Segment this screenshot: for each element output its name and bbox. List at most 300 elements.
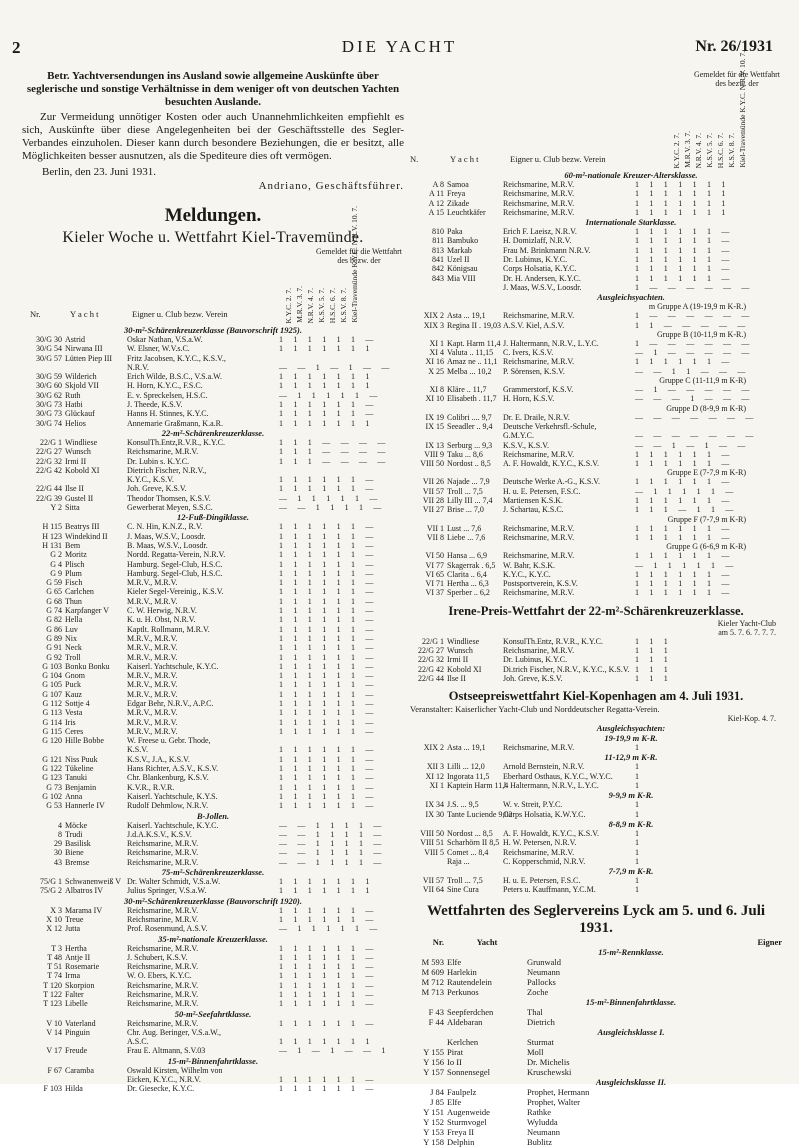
entry-owner: Reichsmarine, M.R.V. <box>503 847 575 857</box>
entry-yacht: Brise ... 7,0 <box>447 505 484 515</box>
entry-yacht: Sturmvogel <box>447 1116 487 1127</box>
entry-yacht: Hertha ... 6,3 <box>447 579 489 589</box>
table-row <box>410 829 782 838</box>
entry-number: A 15 <box>428 207 444 217</box>
entry-yacht: Augenweide <box>447 1106 490 1117</box>
entry-number: XIX 2 <box>423 311 444 321</box>
entry-yacht: Sperber .. 6,2 <box>447 588 490 598</box>
entry-marks: 1 1 1 1 1 1 — <box>635 496 734 506</box>
table-row <box>410 533 782 542</box>
entry-yacht: Kerlchen <box>447 1036 479 1047</box>
entry-owner: Reichsmarine, M.R.V. <box>503 207 575 217</box>
table-row <box>22 1075 404 1084</box>
entry-yacht <box>65 1075 127 1084</box>
entry-owner: Dietrich <box>527 1016 555 1027</box>
entry-yacht: Hatbi <box>65 400 83 410</box>
entry-number: 30/G 62 <box>36 390 62 400</box>
entry-marks: 1 1 1 1 1 1 1 <box>279 372 374 382</box>
entry-yacht: Raja ... <box>447 856 470 866</box>
entry-number: 22/G 42 <box>36 465 62 475</box>
class-heading: 7-7,9 m K-R. <box>608 866 654 877</box>
entry-yacht: Glückauf <box>65 409 95 419</box>
entry-yacht: Freya <box>447 189 466 199</box>
entry-marks: — 1 — — — — — <box>635 385 754 395</box>
entry-number: XI 1 <box>429 338 444 348</box>
entry-owner: Frau E. Altmann, S.V.03 <box>127 1046 206 1056</box>
table-row <box>410 646 782 655</box>
col-nr-right: N. <box>410 154 419 164</box>
entry-owner: Kaptlt. Rollmann, M.R.V. <box>127 624 210 634</box>
entry-owner: Joh. Greve, K.S.V. <box>503 673 563 683</box>
entry-marks: — — — 1 — — — <box>635 394 754 404</box>
entry-yacht: Tanuki <box>65 773 88 783</box>
entry-yacht: Tükeline <box>65 764 94 774</box>
entry-marks: 1 1 1 1 1 1 — <box>279 540 378 550</box>
table-row <box>22 381 404 390</box>
entry-owner: M.R.V., M.R.V. <box>127 689 178 699</box>
entry-marks: 1 1 — — — — — <box>635 320 750 330</box>
entry-marks: 1 — — — — — — <box>635 338 754 348</box>
entry-owner: Oskar Nathan, V.S.a.W. <box>127 335 203 344</box>
class-heading: 30-m²-Schärenkreuzerklasse (Bauvorschrift 1920). <box>124 895 302 906</box>
entry-yacht: Sitta <box>65 503 80 513</box>
entry-yacht: Freude <box>65 1046 88 1056</box>
ostsee-title: Ostseepreiswettfahrt Kiel-Kopenhagen am 4. Juli 1931. <box>448 689 744 704</box>
entry-marks <box>279 736 404 745</box>
table-row <box>22 391 404 400</box>
lyck-header <box>410 937 782 947</box>
entry-owner: Reichsmarine, M.R.V. <box>127 914 199 924</box>
irene-dates: am 5. 7. 6. 7. 7. 7. <box>718 627 776 637</box>
entry-yacht: Colibri .... 9,7 <box>447 412 492 422</box>
entry-number: H 131 <box>42 540 62 550</box>
entry-owner: Pallocks <box>527 976 556 987</box>
col-nr: Nr. <box>30 309 41 319</box>
entry-marks: 1 1 1 1 1 1 1 <box>279 344 374 354</box>
entry-owner: Dr. Lubin s. K.Y.C. <box>127 456 190 466</box>
entry-owner: Dr. Walter Schmidt, V.S.a.W. <box>127 877 221 887</box>
table-row <box>410 1007 782 1017</box>
entry-number: VI 37 <box>425 588 444 598</box>
entry-marks: 1 1 1 1 1 1 — <box>279 596 378 606</box>
table-row <box>22 1028 404 1037</box>
entry-owner: Hamburg. Segel-Club, H.S.C. <box>127 568 223 578</box>
entry-yacht: Lütten Piep III <box>65 353 113 363</box>
entry-marks: 1 1 1 1 1 1 — <box>635 449 734 459</box>
entry-number: G 82 <box>46 615 62 625</box>
entry-yacht: Faulpelz <box>447 1086 477 1097</box>
entry-marks: 1 1 1 1 1 1 — <box>279 624 378 634</box>
table-row <box>22 372 404 381</box>
table-row <box>410 367 782 376</box>
entry-yacht: Taku ... 8,6 <box>447 449 483 459</box>
entry-owner: Reichsmarine, M.R.V. <box>503 551 575 561</box>
table-row <box>22 708 404 717</box>
entry-yacht: Jutta <box>65 924 81 934</box>
entry-owner: Neumann <box>527 966 561 977</box>
entry-number: 75/G 2 <box>40 886 62 896</box>
entry-owner: K.S.V., J.A., K.S.V. <box>127 754 190 764</box>
class-heading: 19-19,9 m K-R. <box>604 733 658 744</box>
irene-club: Kieler Yacht-Club <box>717 618 776 628</box>
entry-owner: Reichsmarine, M.R.V. <box>503 180 575 189</box>
table-row <box>22 1084 404 1093</box>
table-row <box>410 1117 782 1127</box>
table-row <box>22 727 404 736</box>
entry-yacht: Astrid <box>65 335 85 344</box>
entry-number <box>22 363 65 372</box>
entry-owner: K. u. H. Obst, N.R.V. <box>127 615 196 625</box>
entry-yacht: Nordost ... 8,5 <box>447 828 493 838</box>
entry-owner: Reichsmarine, M.R.V. <box>503 449 575 459</box>
class-heading: 75-m²-Schärenkreuzerklasse. <box>161 867 265 878</box>
entry-marks: — — 1 1 1 1 — <box>279 829 386 839</box>
entry-owner: J.d.A.K.S.V., K.S.V. <box>127 829 192 839</box>
table-row <box>410 348 782 357</box>
entry-number: M 713 <box>421 986 444 997</box>
entry-number: G 123 <box>42 773 62 783</box>
entry-yacht: Luv <box>65 624 78 634</box>
entry-marks: 1 1 1 1 1 1 — <box>279 587 378 597</box>
table-row <box>22 755 404 764</box>
entry-yacht: Hansa ... 6,9 <box>447 551 487 561</box>
entry-number: XI 1 <box>429 781 444 791</box>
entry-number: VIII 9 <box>424 449 444 459</box>
date-column-label: H.S.C. 6. 7. <box>328 287 337 323</box>
table-row <box>410 579 782 588</box>
entry-yacht: Trudi <box>65 829 83 839</box>
table-row <box>22 541 404 550</box>
entry-owner: Deutsche Werke A.-G., K.S.V. <box>503 477 601 487</box>
entry-number: 30/G 59 <box>36 372 62 382</box>
table-row <box>410 977 782 987</box>
entry-marks <box>279 354 404 363</box>
entry-yacht: Biene <box>65 848 84 858</box>
entry-marks: 1 1 1 1 1 1 — <box>279 943 378 953</box>
entry-yacht: Amaz ne .. 11,1 <box>447 357 498 367</box>
entry-yacht: Markab <box>447 245 472 255</box>
entry-marks: — 1 1 1 1 1 — <box>635 486 738 496</box>
entry-yacht: Asta ... 19,1 <box>447 743 486 753</box>
entry-number: G 86 <box>46 624 62 634</box>
entry-yacht: Iris <box>65 717 76 727</box>
left-column <box>22 70 404 1094</box>
class-heading: 12-Fuß-Dingiklasse. <box>176 512 250 523</box>
table-row <box>22 634 404 643</box>
entry-marks: 1 1 1 1 1 1 1 <box>635 207 730 217</box>
date-column-label: M.R.V. 3. 7. <box>683 131 692 168</box>
entry-owner: Fritz Jacobsen, K.Y.C., K.S.V., <box>127 353 226 363</box>
entry-marks: 1 1 1 <box>635 636 672 646</box>
entry-owner: Reichsmarine, M.R.V. <box>127 990 199 999</box>
gemeldet-label-right: Gemeldet für die Wettfahrt des bezw. der <box>693 70 781 88</box>
entry-yacht: Ceres <box>65 726 84 736</box>
entry-yacht: Vesta <box>65 708 83 718</box>
entry-owner: C. Ivers, K.S.V. <box>503 348 554 358</box>
table-row <box>410 431 782 440</box>
entry-number: 22/G 42 <box>418 664 444 674</box>
group-heading: Gruppe B (10-11,9 m K-R.) <box>656 329 746 339</box>
entry-marks: 1 1 1 1 1 1 — <box>279 717 378 727</box>
entry-number: T 123 <box>43 999 62 1009</box>
entry-marks: 1 <box>635 838 644 848</box>
entry-owner: Dr. E. Draile, N.R.V. <box>503 412 570 422</box>
entry-number: F 67 <box>47 1065 62 1075</box>
entry-number: T 74 <box>47 971 62 981</box>
entry-number: G 4 <box>50 559 62 569</box>
table-row <box>410 743 782 752</box>
entry-owner: Reichsmarine, M.R.V. <box>127 447 199 457</box>
table-row <box>22 764 404 773</box>
entry-owner: M.R.V., M.R.V. <box>127 708 178 718</box>
group-heading: Gruppe C (11-11,9 m K-R) <box>659 376 746 386</box>
entry-yacht: Thun <box>65 596 82 606</box>
entry-yacht: Plum <box>65 568 82 578</box>
entry-owner: Rathke <box>527 1106 552 1117</box>
entry-marks: 1 1 1 1 1 1 — <box>279 680 378 690</box>
entry-marks: 1 1 1 1 1 1 1 <box>279 877 374 887</box>
entry-yacht: Wunsch <box>447 645 473 655</box>
entry-marks: 1 <box>635 781 644 791</box>
lyck-table <box>410 947 782 1147</box>
entry-number: VII 57 <box>422 876 444 886</box>
entry-marks: 1 <box>635 876 644 886</box>
entry-owner: Grammerstorf, K.S.V. <box>503 385 574 395</box>
date-column-label: K.Y.C. 2. 7. <box>672 132 681 168</box>
entry-owner: K.Y.C., K.Y.C. <box>503 569 551 579</box>
entry-number: G 102 <box>42 791 62 801</box>
ostsee-col: Kiel-Kop. 4. 7. <box>727 714 776 724</box>
entry-number <box>22 1075 65 1084</box>
entry-number: F 44 <box>428 1016 444 1027</box>
entry-number: M 593 <box>421 956 444 967</box>
entry-marks: — 1 1 1 1 1 — <box>279 493 382 503</box>
entry-yacht: Bambuko <box>447 236 479 246</box>
entry-yacht: Skagerrak . 6,5 <box>447 560 496 570</box>
entry-owner: Wyludda <box>527 1116 558 1127</box>
entry-number <box>22 475 65 484</box>
entry-owner: M.R.V., M.R.V. <box>127 578 178 588</box>
table-row <box>410 496 782 505</box>
entry-owner: J. Haltermann, N.R.V., L.Y.C. <box>503 781 599 791</box>
entry-number: Y 153 <box>423 1126 444 1137</box>
entry-marks: 1 1 1 — — — — <box>279 447 390 457</box>
entry-number: XI 10 <box>425 394 444 404</box>
notice-title: Betr. Yachtversendungen ins Ausland sowie allgemeine Auskünfte über seglerische und sonstige Verhältnisse in dem weniger oft von deutschen Yachten besuchten Auslande. <box>26 70 400 108</box>
entry-number: A 11 <box>428 189 444 199</box>
entry-number: XIX 3 <box>423 320 444 330</box>
magazine-title: DIE YACHT <box>341 37 458 56</box>
date-column-label: Kiel-Travemünde K.Y.C. N.R.V. 10. 7. <box>738 51 747 168</box>
class-heading: Ausgleichsklasse I. <box>597 1026 665 1037</box>
entry-owner: J. Schartau, K.S.C. <box>503 505 564 515</box>
entry-number: VI 71 <box>425 579 444 589</box>
entry-yacht: Nix <box>65 633 77 643</box>
group-heading: Gruppe E (7-7,9 m K-R) <box>667 468 746 478</box>
entry-marks: 1 1 1 1 1 1 — <box>279 801 378 811</box>
entry-number: 842 <box>432 264 444 274</box>
entry-number: G 59 <box>46 578 62 588</box>
entry-marks: — — 1 — 1 — — <box>279 362 394 372</box>
entry-yacht: Karpfanger V <box>65 606 110 616</box>
entry-marks: 1 1 1 1 1 1 — <box>279 708 378 718</box>
entry-number: IX 15 <box>425 421 444 431</box>
entry-number: V 17 <box>46 1046 62 1056</box>
section-subtitle: Kieler Woche u. Wettfahrt Kiel-Travemünde. <box>62 229 364 246</box>
entry-number: G 112 <box>42 698 62 708</box>
entry-yacht: Scharhörn II 8,5 <box>447 838 500 848</box>
entry-yacht <box>447 431 503 440</box>
entry-yacht: Kläre .. 11,7 <box>447 385 487 395</box>
entry-yacht: Rautendelein <box>447 976 492 987</box>
entry-number: G 105 <box>42 680 62 690</box>
entry-owner: Dr. Lubinus, K.Y.C. <box>503 255 568 265</box>
entry-number: J 84 <box>430 1086 444 1097</box>
table-row <box>410 848 782 857</box>
entry-number <box>410 431 447 440</box>
entry-number <box>410 1037 447 1047</box>
entry-owner: Zoche <box>527 986 549 997</box>
entry-number: XII 3 <box>426 762 444 772</box>
class-heading: 22-m²-Schärenkreuzerklasse. <box>161 427 265 438</box>
entry-marks: 1 1 1 <box>635 655 672 665</box>
entry-number: VIII 5 <box>424 847 444 857</box>
table-row <box>410 450 782 459</box>
entry-marks: 1 1 1 1 1 1 — <box>279 484 378 494</box>
entry-owner: H. u. E. Petersen, F.S.C. <box>503 876 581 886</box>
entry-marks: — — 1 1 — — — <box>635 366 750 376</box>
table-row <box>410 357 782 366</box>
table-row <box>410 227 782 236</box>
entry-owner: Reichsmarine, M.R.V. <box>127 1018 199 1028</box>
entry-owner: Reichsmarine, M.R.V. <box>127 848 199 858</box>
entry-number: 30/G 57 <box>36 353 62 363</box>
table-row <box>410 459 782 468</box>
notice <box>22 70 404 193</box>
entry-owner: H. Horn, K.Y.C., F.S.C. <box>127 381 203 391</box>
entry-yacht: Hille Bobbe <box>65 736 104 746</box>
col-yacht: Y a c h t <box>70 309 99 319</box>
entry-yacht: Najade ... 7,9 <box>447 477 490 487</box>
class-heading: 15-m²-Binnenfahrtklasse. <box>167 1055 259 1066</box>
table-row <box>22 643 404 652</box>
table-row <box>22 830 404 839</box>
entry-owner: K.S.V., K.S.V. <box>503 440 549 450</box>
table-row <box>22 606 404 615</box>
entry-yacht: Zikade <box>447 198 470 208</box>
table-row <box>410 1087 782 1097</box>
table-row <box>22 447 404 456</box>
entry-owner: Dr. H. Andersen, K.Y.C. <box>503 273 581 283</box>
table-row <box>22 924 404 933</box>
table-row <box>22 915 404 924</box>
entry-number: VI 77 <box>425 560 444 570</box>
entry-yacht: Valuta .. 11,15 <box>447 348 494 358</box>
col-owner: Eigner u. Club bezw. Verein <box>132 309 228 319</box>
entry-number: 75/G 1 <box>40 877 62 887</box>
entry-number: T 48 <box>47 952 62 962</box>
entry-number: Y 155 <box>423 1046 444 1057</box>
entry-marks: 1 1 1 1 1 1 — <box>279 550 378 560</box>
class-heading: 30-m²-Schärenkreuzerklasse (Bauvorschrift 1925). <box>124 325 302 335</box>
entry-marks: 1 1 1 1 1 1 — <box>279 980 378 990</box>
entry-marks: 1 1 1 <box>635 664 672 674</box>
table-row <box>22 484 404 493</box>
entry-owner: W. O. Ebers, K.Y.C. <box>127 971 192 981</box>
entry-number: M 712 <box>421 976 444 987</box>
entry-owner: Dietrich Fischer, N.R.V., <box>127 465 207 475</box>
table-row <box>22 990 404 999</box>
entry-marks: 1 <box>635 800 644 810</box>
table-row <box>410 1097 782 1107</box>
entry-marks: 1 1 1 1 1 1 — <box>279 335 378 344</box>
entry-number: A 12 <box>428 198 444 208</box>
entry-owner: KonsulTh.Entz, R.V.R., K.Y.C. <box>503 636 603 646</box>
table-row <box>22 792 404 801</box>
entry-marks: 1 1 1 1 1 1 1 <box>635 198 730 208</box>
entry-number: G 113 <box>42 708 62 718</box>
entry-yacht: Sottje 4 <box>65 698 90 708</box>
table-row <box>410 505 782 514</box>
entry-number: 8 <box>58 829 62 839</box>
table-row <box>410 838 782 847</box>
entry-yacht <box>65 745 127 754</box>
entry-owner: Dr. Lubinus, K.Y.C. <box>503 655 568 665</box>
entry-number: H 123 <box>42 531 62 541</box>
entry-owner: M.R.V., M.R.V. <box>127 633 178 643</box>
entry-number: 30 <box>54 848 62 858</box>
entry-number: G 115 <box>42 726 62 736</box>
table-row <box>410 967 782 977</box>
entry-owner: M.R.V., M.R.V. <box>127 671 178 681</box>
date-column-label: K.S.V. 5. 7. <box>705 133 714 168</box>
entry-number: 30/G 30 <box>36 335 62 344</box>
entry-number: 30/G 73 <box>36 409 62 419</box>
entry-number: T 51 <box>47 962 62 972</box>
entry-yacht: Ilse II <box>447 673 466 683</box>
table-row <box>22 587 404 596</box>
table-row <box>22 532 404 541</box>
entry-owner: Hamburg. Segel-Club, H.S.C. <box>127 559 223 569</box>
entry-marks: 1 1 1 1 1 1 — <box>635 551 734 561</box>
table-row <box>22 335 404 344</box>
entry-number: 843 <box>432 273 444 283</box>
entry-marks: 1 <box>635 771 644 781</box>
entry-marks: 1 <box>635 809 644 819</box>
table-row <box>22 653 404 662</box>
entry-marks: 1 <box>635 847 644 857</box>
entry-marks: 1 1 1 1 1 1 — <box>279 726 378 736</box>
page-header <box>0 34 799 58</box>
notice-date: Berlin, den 23. Juni 1931. <box>42 166 156 178</box>
entry-marks: 1 <box>635 762 644 772</box>
table-row <box>22 953 404 962</box>
date-column-label: K.Y.C. 2. 7. <box>284 287 293 323</box>
entry-number: 22/G 32 <box>418 655 444 665</box>
entry-marks: 1 1 1 1 1 1 — <box>279 661 378 671</box>
entry-marks: 1 <box>635 856 644 866</box>
entry-owner: A.S.V. Kiel, A.S.V. <box>503 320 565 330</box>
table-row <box>22 522 404 531</box>
table-row <box>22 745 404 754</box>
entry-number: H 115 <box>42 522 62 532</box>
entry-marks: 1 1 1 1 1 1 — <box>635 255 734 265</box>
table-row <box>410 551 782 560</box>
entry-yacht: Ruth <box>65 390 81 400</box>
entry-number: G 9 <box>50 568 62 578</box>
table-row <box>410 246 782 255</box>
table-row <box>410 1037 782 1047</box>
